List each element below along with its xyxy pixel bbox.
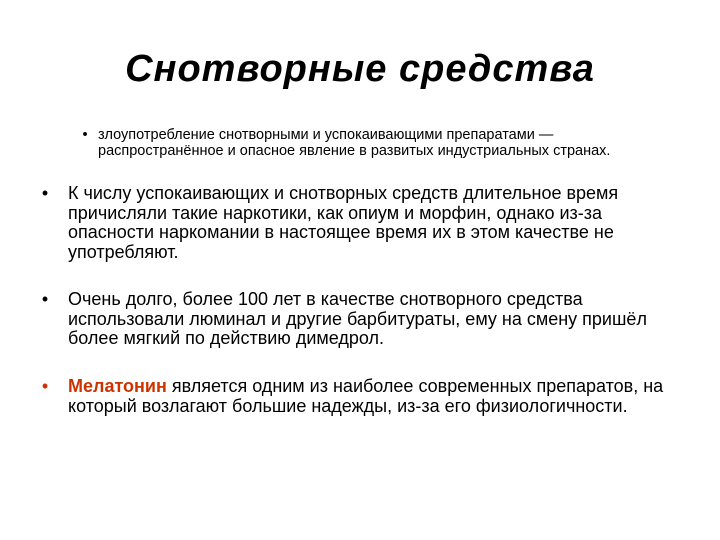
bullet-marker: •: [41, 183, 49, 203]
subnote-bullet-item: [72, 127, 682, 159]
bullet-item-3: [28, 377, 688, 416]
bullet-text-rest: является одним из наиболее современных препаратов, на который возлагают большие надежды, из-за его физиологичности.: [68, 376, 664, 416]
bullet-marker: •: [41, 289, 49, 309]
bullet-text: [68, 377, 688, 416]
slide-title: Снотворные средства: [125, 48, 595, 90]
bullet-item-1: [28, 184, 688, 262]
bullet-marker-accent: •: [41, 376, 49, 396]
subnote-text: злоупотребление снотворными и успокаивающими препаратами — распространённое и опасное явление в развитых индустриальных странах.: [98, 127, 611, 159]
bullet-text: Очень долго, более 100 лет в качестве снотворного средства использовали люминал и другие барбитураты, ему на смену пришёл более мягкий по действию димедрол.: [68, 289, 647, 348]
bullet-item-2: [28, 290, 688, 349]
bullet-text: К числу успокаивающих и снотворных средств длительное время причисляли такие наркотики, как опиум и морфин, однако из-за опасности наркомании в настоящее время их в этом качестве не употребляют.: [68, 183, 619, 262]
bullet-marker: •: [82, 127, 88, 143]
highlighted-term: Мелатонин: [68, 376, 167, 396]
